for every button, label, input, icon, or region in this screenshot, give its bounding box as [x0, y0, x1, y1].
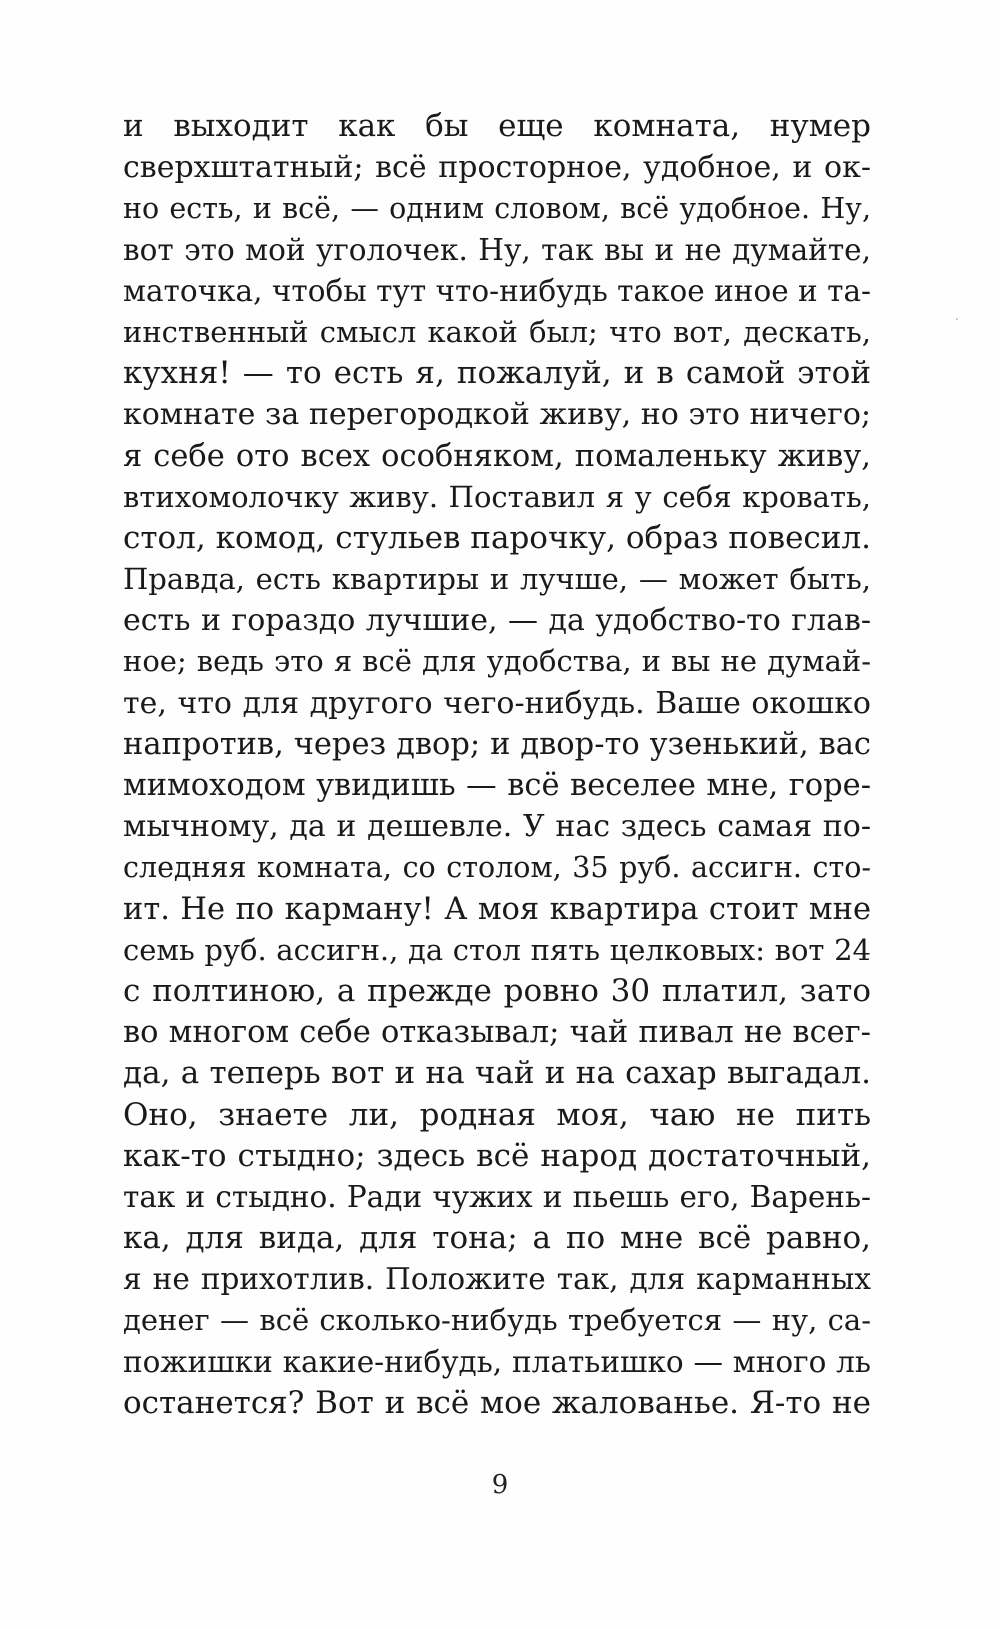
text-line: я себе ото всех особняком, помаленьку живу, — [123, 438, 871, 474]
text-line: да, а теперь вот и на чай и на сахар выгадал. — [123, 1055, 871, 1092]
text-line: мычному, да и дешевле. У нас здесь самая по- — [123, 809, 871, 845]
text-line: но есть, и всё, — одним словом, всё удобное. Ну, — [123, 192, 871, 226]
text-line: Оно, знаете ли, родная моя, чаю не пить — [123, 1096, 871, 1133]
text-line: во многом себе отказывал; чай пивал не всег- — [123, 1015, 871, 1051]
text-line: Правда, есть квартиры и лучше, — может быть, — [123, 562, 871, 597]
text-line: ное; ведь это я всё для удобства, и вы не думай- — [123, 644, 871, 679]
text-line: и выходит как бы еще комната, нумер — [123, 108, 871, 144]
text-line: ит. Не по карману! А моя квартира стоит мне — [123, 891, 871, 927]
text-line: комнате за перегородкой живу, но это ничего; — [123, 397, 871, 433]
text-line: пожишки какие-нибудь, платьишко — много ль — [123, 1344, 871, 1379]
text-line: втихомолочку живу. Поставил я у себя кровать, — [123, 479, 871, 514]
text-line: с полтиною, а прежде ровно 30 платил, зато — [123, 972, 871, 1009]
text-line: сверхштатный; всё просторное, удобное, и ок- — [123, 150, 871, 186]
text-line: семь руб. ассигн., да стол пять целковых: вот 24 — [123, 932, 871, 967]
text-line: мимоходом увидишь — всё веселее мне, горе- — [123, 768, 871, 803]
text-line: я не прихотлив. Положите так, для карманных — [123, 1262, 871, 1297]
body-text — [123, 106, 871, 1424]
text-line: как-то стыдно; здесь всё народ достаточный, — [123, 1137, 871, 1174]
text-line: вот это мой уголочек. Ну, так вы и не думайте, — [123, 232, 871, 267]
text-line: так и стыдно. Ради чужих и пьешь его, Варень- — [123, 1179, 871, 1214]
text-line: инственный смысл какой был; что вот, дескать, — [123, 314, 871, 349]
text-line: есть и гораздо лучшие, — да удобство-то глав- — [123, 603, 871, 639]
text-line: останется? Вот и всё мое жалованье. Я-то не — [123, 1384, 871, 1421]
text-line: стол, комод, стульев парочку, образ повесил. — [123, 519, 871, 556]
text-line: следняя комната, со столом, 35 руб. ассигн. сто- — [123, 851, 871, 885]
text-line: маточка, чтобы тут что-нибудь такое иное и та- — [123, 273, 871, 308]
text-line: ка, для вида, для тона; а по мне всё равно, — [123, 1220, 871, 1257]
paper-speck — [956, 318, 958, 320]
text-line: кухня! — то есть я, пожалуй, и в самой этой — [123, 355, 871, 392]
text-line: напротив, через двор; и двор-то узенький, вас — [123, 726, 871, 762]
page-number: 9 — [491, 1470, 509, 1500]
text-line: те, что для другого чего-нибудь. Ваше окошко — [123, 685, 871, 721]
text-line: денег — всё сколько-нибудь требуется — ну, са- — [123, 1303, 871, 1338]
